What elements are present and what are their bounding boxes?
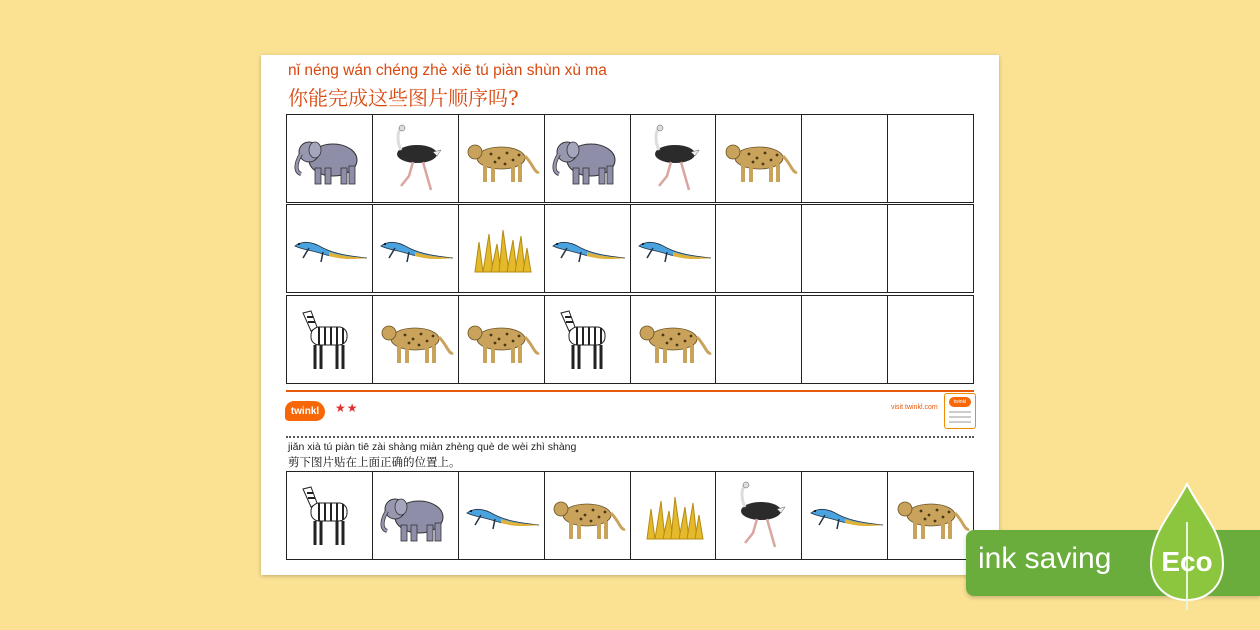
zebra-picture xyxy=(545,296,631,383)
cheetah-icon xyxy=(547,481,627,551)
ostrich-icon xyxy=(719,481,799,551)
empty-cell xyxy=(888,205,973,292)
empty-cell xyxy=(802,205,888,292)
cut-line xyxy=(286,436,974,438)
cutout-row xyxy=(286,471,974,560)
cheetah-icon xyxy=(461,124,541,194)
zebra-picture xyxy=(287,296,373,383)
empty-cell xyxy=(716,296,802,383)
ostrich-picture xyxy=(716,472,802,559)
elephant-icon xyxy=(547,124,627,194)
empty-cell xyxy=(716,205,802,292)
lizard-picture xyxy=(287,205,373,292)
lizard-picture xyxy=(545,205,631,292)
grass-picture xyxy=(631,472,717,559)
zebra-picture xyxy=(287,472,373,559)
elephant-picture xyxy=(373,472,459,559)
lizard-picture xyxy=(373,205,459,292)
grass-icon xyxy=(633,481,713,551)
grass-icon xyxy=(461,214,541,284)
cheetah-picture xyxy=(459,296,545,383)
elephant-icon xyxy=(375,481,455,551)
cheetah-icon xyxy=(891,481,971,551)
lizard-picture xyxy=(459,472,545,559)
twinkl-logo: twinkl xyxy=(285,401,325,421)
lizard-picture xyxy=(802,472,888,559)
lizard-icon xyxy=(547,214,627,284)
worksheet xyxy=(261,55,999,575)
cheetah-picture xyxy=(373,296,459,383)
ink-saving-label: ink saving xyxy=(978,542,1112,575)
elephant-icon xyxy=(289,124,369,194)
empty-cell xyxy=(802,296,888,383)
cheetah-icon xyxy=(719,124,799,194)
difficulty-stars: ★★ xyxy=(335,401,359,415)
visit-link[interactable]: visit twinkl.com xyxy=(891,404,938,411)
cheetah-icon xyxy=(633,305,713,375)
footer-divider xyxy=(286,390,974,392)
pattern-row-1 xyxy=(286,114,974,203)
pattern-row-3 xyxy=(286,295,974,384)
cheetah-picture xyxy=(545,472,631,559)
instruction-chinese: 剪下图片贴在上面正确的位置上。 xyxy=(288,455,461,469)
empty-cell xyxy=(888,296,973,383)
title-pinyin: nǐ néng wán chéng zhè xiē tú piàn shùn xù ma xyxy=(288,62,607,79)
ostrich-icon xyxy=(375,124,455,194)
checked-badge-icon xyxy=(944,393,976,429)
lizard-icon xyxy=(461,481,541,551)
ostrich-picture xyxy=(373,115,459,202)
lizard-icon xyxy=(633,214,713,284)
zebra-icon xyxy=(289,305,369,375)
lizard-icon xyxy=(805,481,885,551)
empty-cell xyxy=(802,115,888,202)
lizard-icon xyxy=(375,214,455,284)
eco-word: Eco xyxy=(1161,546,1213,577)
lizard-picture xyxy=(631,205,717,292)
cheetah-picture xyxy=(459,115,545,202)
elephant-picture xyxy=(287,115,373,202)
instruction-pinyin: jiǎn xià tú piàn tiē zài shàng miàn zhèng què de wèi zhì shàng xyxy=(288,441,577,453)
badge-logo: twinkl xyxy=(949,397,971,407)
ostrich-picture xyxy=(631,115,717,202)
zebra-icon xyxy=(547,305,627,375)
ostrich-icon xyxy=(633,124,713,194)
empty-cell xyxy=(888,115,973,202)
cheetah-icon xyxy=(461,305,541,375)
pattern-row-2 xyxy=(286,204,974,293)
cheetah-picture xyxy=(716,115,802,202)
lizard-icon xyxy=(289,214,369,284)
cheetah-icon xyxy=(375,305,455,375)
cheetah-picture xyxy=(631,296,717,383)
zebra-icon xyxy=(289,481,369,551)
title-chinese: 你能完成这些图片顺序吗? xyxy=(288,86,519,110)
cheetah-picture xyxy=(888,472,973,559)
grass-picture xyxy=(459,205,545,292)
elephant-picture xyxy=(545,115,631,202)
